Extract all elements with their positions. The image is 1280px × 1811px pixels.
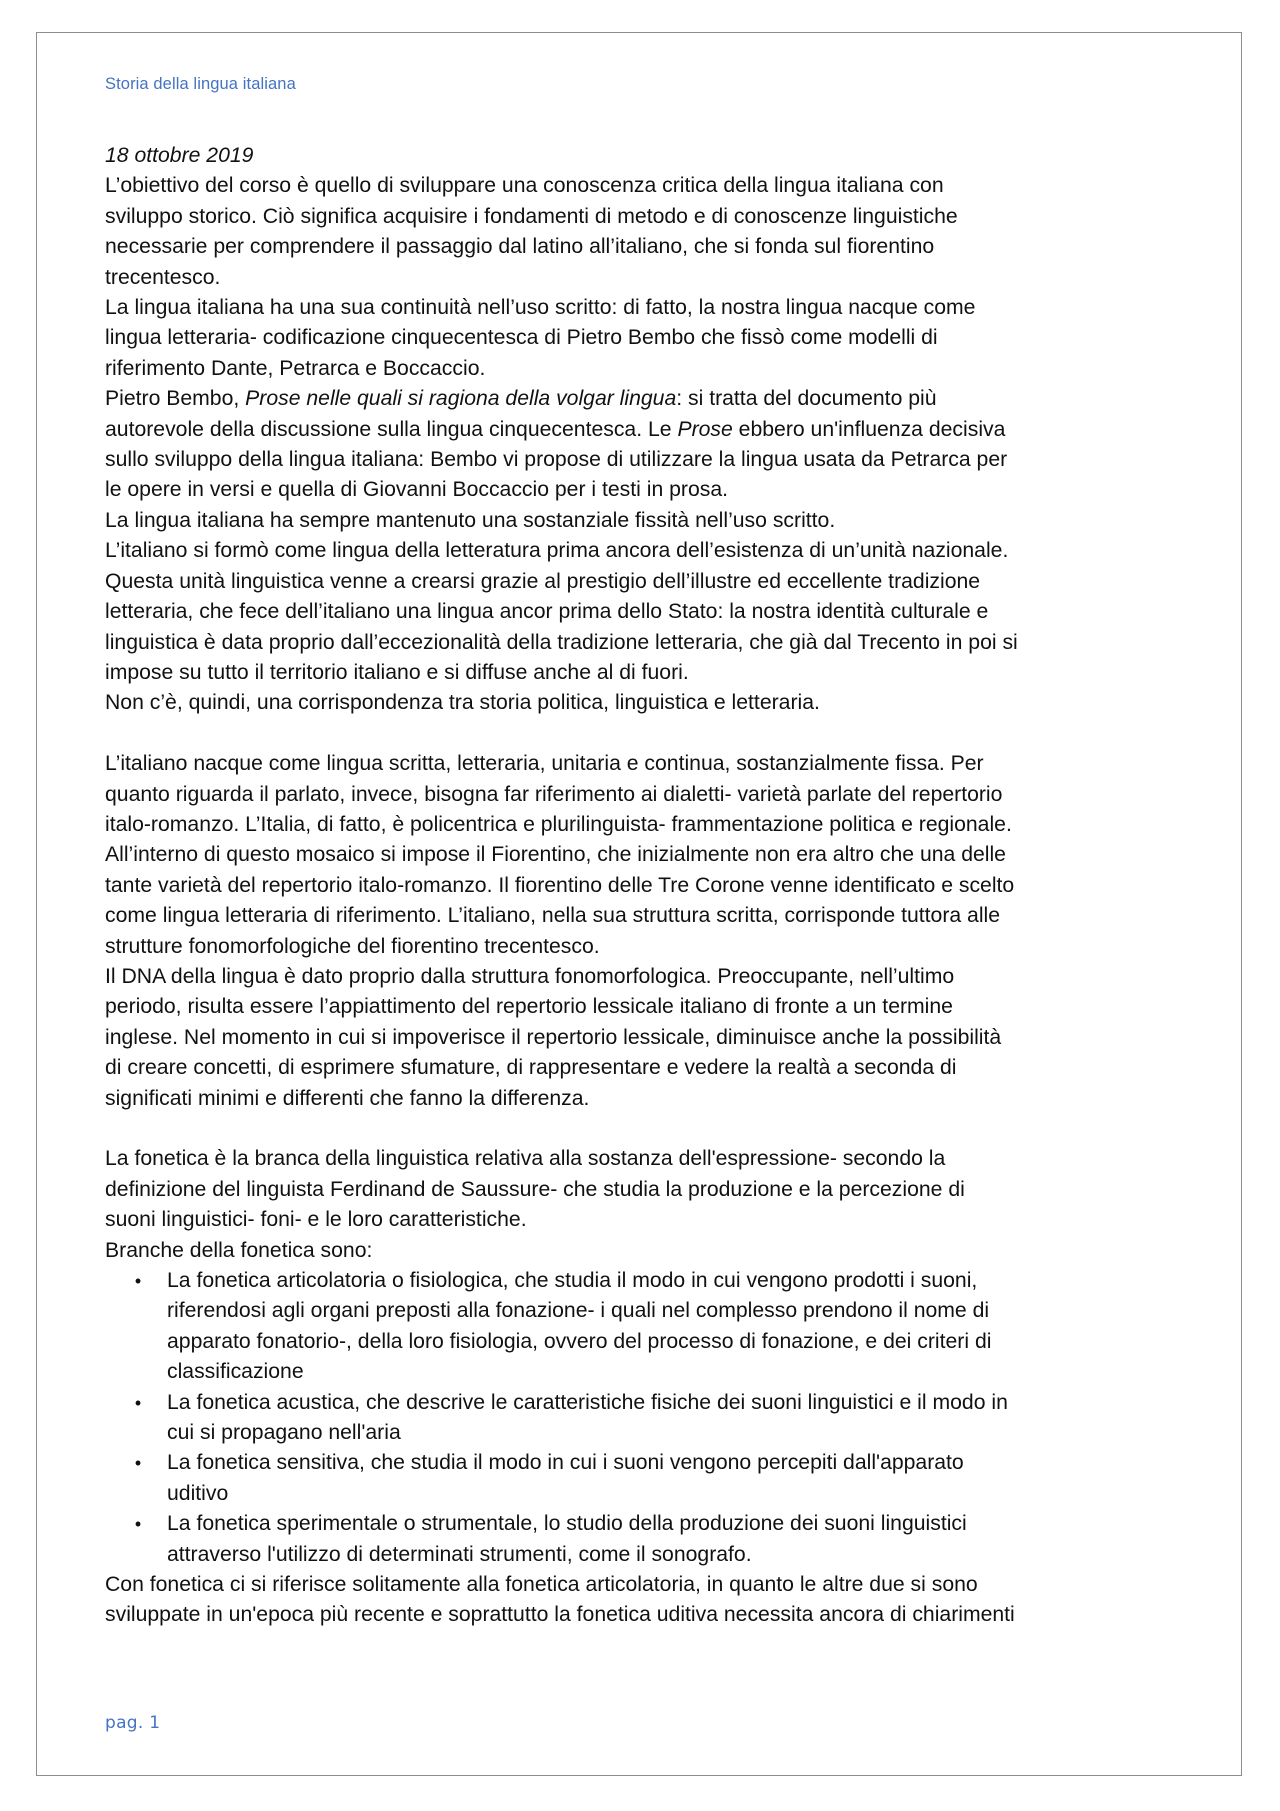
paragraph-italiano-scritto: L’italiano nacque come lingua scritta, letteraria, unitaria e continua, sostanzialmente fissa. Per quanto riguarda il parlato, invece, bisogna far riferimento ai dialetti- varietà parlate del repertorio italo-romanzo. L’Italia, di fatto, è policentrica e plurilinguista- frammentazione politica e regionale. All’interno di questo mosaico si impose il Fiorentino, che inizialmente non era altro che una delle tante varietà del repertorio italo-romanzo. Il fiorentino delle Tre Corone venne identificato e scelto come lingua letteraria di riferimento. L’italiano, nella sua struttura scritta, corrisponde tuttora alle strutture fonomorfologiche del fiorentino trecentesco. (105, 752, 1015, 958)
prose-title-short: Prose (677, 417, 733, 441)
page-number-footer: pag. 1 (105, 1713, 161, 1733)
lecture-date: 18 ottobre 2019 (105, 144, 254, 167)
list-item-text: La fonetica acustica, che descrive le caratteristiche fisiche dei suoni linguistici e il modo in cui si propagano nell'aria (167, 1390, 1008, 1445)
paragraph-dna-lingua: Il DNA della lingua è dato proprio dalla struttura fonomorfologica. Preoccupante, nell’ultimo periodo, risulta essere l’appiattimento del repertorio lessicale italiano di fronte a un termine inglese. Nel momento in cui si impoverisce il repertorio lessicale, diminuisce anche la possibilità di creare concetti, di esprimere sfumature, di rappresentare e vedere la realtà a seconda di significati minimi e differenti che fanno la differenza. (105, 964, 1002, 1110)
paragraph-objective: L’obiettivo del corso è quello di sviluppare una conoscenza critica della lingua italiana con sviluppo storico. Ciò significa acquisire i fondamenti di metodo e di conoscenze linguistiche necessarie per comprendere il passaggio dal latino all’italiano, che si fonda sul fiorentino trecentesco. (105, 174, 958, 289)
paragraph-branche-intro: Branche della fonetica sono: (105, 1238, 373, 1262)
paragraph-spacer-2 (105, 1114, 1021, 1144)
bembo-text-tail: ebbero un'influenza decisiva sullo sviluppo della lingua italiana: Bembo vi propose di utilizzare la lingua usata da Petrarca per le opere in versi e quella di Giovanni Boccaccio per i testi in prosa. (105, 417, 1008, 502)
document-page (36, 32, 1242, 1776)
bembo-work-title: Prose nelle quali si ragiona della volgar lingua (245, 387, 677, 411)
list-item (105, 1388, 1021, 1449)
paragraph-unita-linguistica: L’italiano si formò come lingua della letteratura prima ancora dell’esistenza di un’unità nazionale. Questa unità linguistica venne a crearsi grazie al prestigio dell’illustre ed eccellente tradizione letteraria, che fece dell’italiano una lingua ancor prima dello Stato: la nostra identità culturale e linguistica è data proprio dall’eccezionalità della tradizione letteraria, che già dal Trecento in poi si impose su tutto il territorio italiano e si diffuse anche al di fuori. (105, 539, 1018, 684)
bullet-icon: • (134, 1392, 142, 1413)
bullet-icon: • (134, 1453, 142, 1474)
list-item-text: La fonetica sensitiva, che studia il modo in cui i suoni vengono percepiti dall'apparato uditivo (167, 1451, 964, 1505)
list-item-text: La fonetica sperimentale o strumentale, lo studio della produzione dei suoni linguistici attraverso l'utilizzo di determinati strumenti, come il sonografo. (167, 1512, 967, 1566)
list-item (105, 1448, 1021, 1509)
paragraph-fonetica-definizione: La fonetica è la branca della linguistica relativa alla sostanza dell'espressione- secondo la definizione del linguista Ferdinand de Saussure- che studia la produzione e la percezione di suoni linguistici- foni- e le loro caratteristiche. (105, 1147, 965, 1232)
list-item (105, 1266, 1021, 1388)
list-item-text: La fonetica articolatoria o fisiologica, che studia il modo in cui vengono prodotti i suoni, riferendosi agli organi preposti alla fonazione- i quali nel complesso prendono il nome di apparato fonatorio-, della loro fisiologia, ovvero del processo di fonazione, e dei criteri di classificazione (167, 1269, 992, 1384)
bembo-text-lead: Pietro Bembo, (105, 387, 246, 411)
paragraph-spacer-1 (105, 719, 1021, 749)
paragraph-corrispondenza: Non c’è, quindi, una corrispondenza tra storia politica, linguistica e letteraria. (105, 691, 820, 715)
page-content-area (37, 33, 1241, 1775)
paragraph-fissita: La lingua italiana ha sempre mantenuto una sostanziale fissità nell’uso scritto. (105, 508, 836, 532)
branche-fonetica-list (105, 1266, 1021, 1570)
list-item (105, 1509, 1021, 1570)
paragraph-bembo (105, 384, 1021, 506)
paragraph-continuity: La lingua italiana ha una sua continuità nell’uso scritto: di fatto, la nostra lingua nacque come lingua letteraria- codificazione cinquecentesca di Pietro Bembo che fissò come modelli di riferimento Dante, Petrarca e Boccaccio. (105, 296, 976, 380)
paragraph-fonetica-conclusione: Con fonetica ci si riferisce solitamente alla fonetica articolatoria, in quanto le altre due si sono sviluppate in un'epoca più recente e soprattutto la fonetica uditiva necessita ancora di chiarimenti (105, 1573, 1015, 1627)
document-body (105, 141, 1021, 1631)
bembo-text-mid: : si tratta del documento più autorevole della discussione sulla lingua cinquecentesca. Le (105, 387, 937, 441)
bullet-icon: • (134, 1271, 142, 1291)
document-header-title: Storia della lingua italiana (105, 75, 296, 93)
bullet-icon: • (134, 1514, 142, 1535)
